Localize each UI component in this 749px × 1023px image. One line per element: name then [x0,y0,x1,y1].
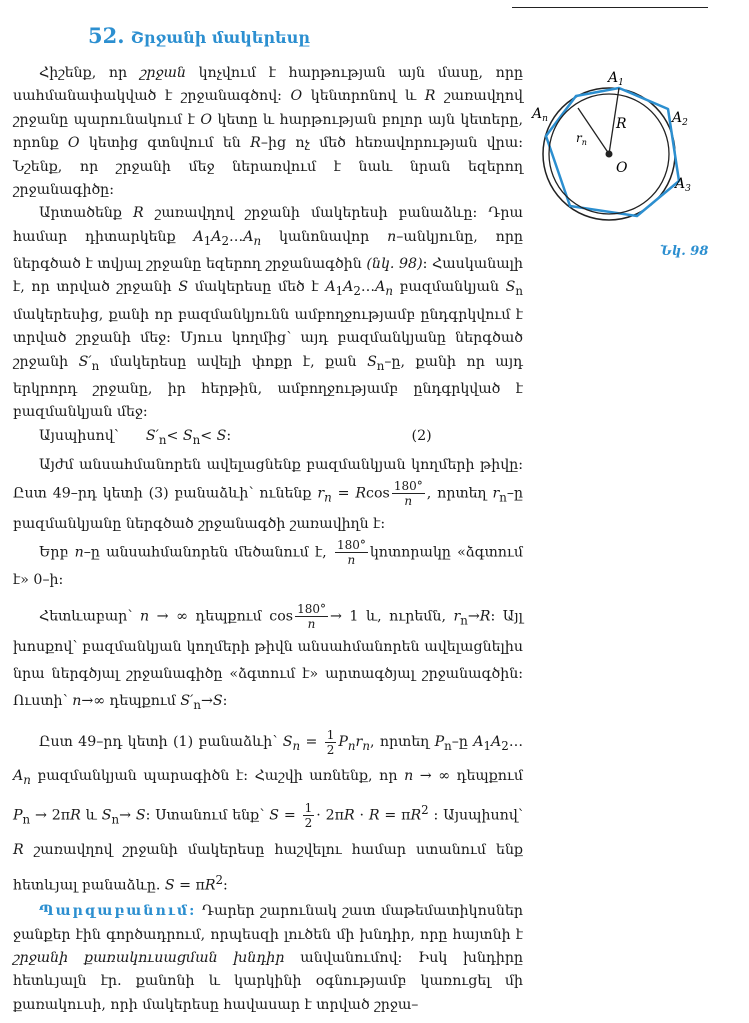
paragraph-cos-limit: Հետևաբար՝ n → ∞ դեպքում cos $\frac{180^\circ}{n}$ → 1 և, ուրեմն, $r_n\to R$: Այլ խոսքով՝ բազմանկյան կողմերի թիվն անսահմանորեն ավելացնելիս նրա ներգծյալ շրջանագիծը «ձգտում է» արտագծյալ շրջանագծին: Ուստի՝ n→∞ դեպքում $S'_n\to S$: [13,602,523,713]
clarification-text: Դարեր շարունակ շատ մաթեմատիկոսներ ջանքեր էին գործադրում, որպեսզի լուծեն մի խնդիր, որը հայտնի է շրջանի քառակուսացման խնդիր անվանումով: Իսկ խնդիրը հետևյալն էր. քանոնի և կարկինի օգնությամբ կառուցել մի քառակուսի, որի մակերեսը հավասար է տրված շրջա– [13,903,524,1013]
label-A1: $A_1$ [608,70,624,88]
paragraph-fraction-limit: Երբ n–ը անսահմանորեն մեծանում է, $\frac{180^\circ}{n}$ կոտորակը «ձգտում է» 0–ի: [13,538,523,589]
section-title: Շրջանի մակերեսը [130,28,311,47]
paragraph-increase-sides: Այժմ անսահմանորեն ավելացնենք բազմանկյան կողմերի թիվը: Ըստ 49–րդ կետի (3) բանաձևի՝ ունենք $r_n = Rcos$ $\frac{180^\circ}{n}$ , որտեղ $r_n-ը$ բազմանկյանը ներգծած շրջանագծի շառավիղն է: [13,456,523,533]
label-R: R [616,116,627,132]
paragraph-definition: Հիշենք, որ շրջան կոչվում է հարթության այն մասը, որը սահմանափակված է շրջանագծով: O կենտրոնով և R շառավղով շրջանը պարունակում է O կետը և հարթության բոլոր այն կետերը, որոնք O կետից գտնվում են R–ից ոչ մեծ հեռավորության վրա: Նշենք, որ շրջանի մեջ ներառվում է նաև նրան եզերող շրջանագիծը: [13,65,524,199]
figure-98 [530,66,710,244]
clarification-label: Պարզաբանում: [39,903,197,920]
label-rn: $r_n$ [576,131,587,147]
apothem-line [578,108,609,154]
paragraph-clarification [13,900,523,1017]
top-rule [512,7,708,8]
paragraph-derivation: Արտածենք R շառավղով շրջանի մակերեսի բանաձևը: Դրա համար դիտարկենք $A_1A_2\dots A_n$ կանոնավոր n–անկյունը, որը ներգծած է տվյալ շրջանը եզերող շրջանագծին (նկ. 98): Հասկանալի է, որ տրված շրջանի S մակերեսը մեծ է $A_1A_2\dots A_n$ բազմանկյան $S_n$ մակերեսից, քանի որ բազմանկյունն ամբողջությամբ ընդգրկվում է տրված շրջանի մեջ: Մյուս կողմից՝ այդ բազմանկյանը ներգծած շրջանի $S'_n$ մակերեսը ավելի փոքր է, քան $S_n-ը$, քանի որ այդ երկրորդ շրջանը, իր հերթին, ամբողջությամբ ընդգրկված է բազմանկյան մեջ: [13,205,524,421]
label-A3: $A_3$ [675,176,691,194]
inscribed-polygon [546,88,679,216]
inequality-2: Այսպիսով՝ $S'_n< S_n< S$: (2) [39,427,432,447]
section-number: 52. [88,23,125,48]
paragraph-area-formula: Ըստ 49–րդ կետի (1) բանաձևի՝ $S_n$ = $\frac{1}{2}$ $P_nr_n$, որտեղ $P_n-ը$ $A_1A_2\dots A_n$ բազմանկյան պարագիծն է: Հաշվի առնենք, որ n → ∞ դեպքում $P_n \to 2\pi R$ և $S_n\to S$: Ստանում ենք՝ S = $\frac{1}{2}$ · $2\pi R \cdot R = \pi R^2$ : Այսպիսով՝ R շառավղով շրջանի մակերեսը հաշվելու համար ստանում ենք հետևյալ բանաձևը. $S = \pi R^2$: [13,727,523,894]
label-A2: $A_2$ [672,110,688,128]
section-heading [88,13,310,51]
body-text [13,62,523,1017]
center-point [606,151,613,158]
label-An: $A_n$ [532,106,548,124]
label-O: O [616,160,628,176]
figure-caption: Նկ. 98 [660,244,709,259]
